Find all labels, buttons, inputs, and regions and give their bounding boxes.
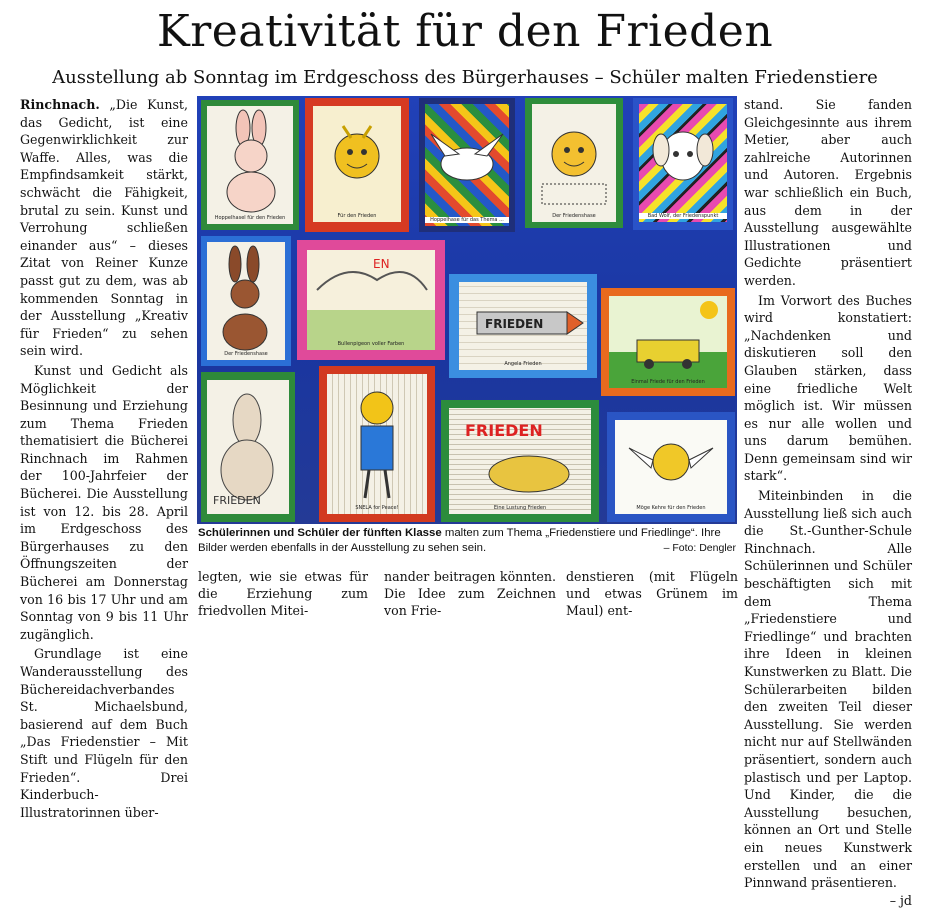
photo-student-artworks <box>197 96 737 524</box>
photo-credit: – Foto: Dengler <box>663 542 736 554</box>
frieden-dog-drawing <box>449 408 591 514</box>
artwork-label: Angela Frieden <box>504 361 542 367</box>
text-column-5 <box>744 96 912 909</box>
artwork-label: SNELA for Peace! <box>355 505 399 511</box>
svg-text:FRIEDEN: FRIEDEN <box>213 494 261 507</box>
caption-text: malten zum Thema „Friedenstiere und Friedlinge“. Ihre Bilder werden ebenfalls in der Ausstellung zu sehen sein. <box>198 527 721 554</box>
dove-drawing <box>425 104 509 226</box>
bunny-drawing <box>207 106 293 224</box>
paragraph-text: Miteinbinden in die Ausstellung ließ sich auch die St.-Gunther-Schule Rinchnach. Alle Schülerinnen und Schüler beschäftigten sich mit dem Thema „Friedenstiere und Friedlinge“ und brachten ihre Ideen in kleinen Kunstwerken zu Blatt. Die Schülerarbeiten bilden den zweiten Teil dieser Ausstellung. Sie werden nicht nur auf Stellwänden präsentiert, sondern auch plastisch und per Laptop. Und Kinder, die die Ausstellung besuchen, können an Ort und Stelle ein neues Kunstwerk erstellen und an einer Pinnwand präsentieren. <box>744 488 912 891</box>
artwork-panel-navy <box>419 98 515 232</box>
svg-text:EN: EN <box>373 257 390 271</box>
paragraph <box>744 487 912 908</box>
artwork-label: Für den Frieden <box>337 213 377 219</box>
artwork-label: Hoppelhasel für den Frieden <box>214 215 286 221</box>
author-initials: – jd <box>889 892 912 908</box>
text-column-1 <box>20 96 188 821</box>
sun-face-drawing <box>313 106 401 222</box>
artwork-label: Bad Wolf, der Friedenspunkt <box>639 213 727 219</box>
paragraph: Grundlage ist eine Wanderausstellung des Büchereidachverbandes St. Michaelsbund, basierend auf dem Buch „Das Friedenstier – Mit Stift und Flügeln für den Frieden“. Drei Kinderbuch-Illustratorinnen über- <box>20 646 188 820</box>
artwork-panel-red <box>319 366 435 522</box>
subheadline: Ausstellung ab Sonntag im Erdgeschoss des Bürgerhauses – Schüler malten Friedenstiere <box>52 67 878 88</box>
artwork-panel-red <box>305 98 409 232</box>
landscape-drawing <box>307 250 435 350</box>
photo-caption <box>198 526 736 556</box>
artwork-panel-green <box>201 100 299 230</box>
paragraph: Kunst und Gedicht als Möglichkeit der Besinnung und Erziehung zum Thema Frieden thematisiert die Bücherei Rinchnach im Rahmen der 100-Jahrfeier der Bücherei. Die Ausstellung ist von 12. bis 28. April im Erdgeschoss des Bürgerhauses zu den Öffnungszeiten der Bücherei am Donnerstag von 16 bis 17 Uhr und am Sonntag von 9 bis 11 Uhr zugänglich. <box>20 362 188 642</box>
paragraph: stand. Sie fanden Gleichgesinnte aus ihrem Metier, aber auch zahlreiche Autorinnen und Autoren. Ergebnis war schließlich ein Buch, aus dem in der Ausstellung ausgewählte Illustrationen und Gedichte präsentiert werden. <box>744 97 912 288</box>
artwork-label: Eine Lustung Frieden <box>493 505 547 511</box>
artwork-panel-pink <box>297 240 445 360</box>
artwork-panel-green <box>441 400 599 522</box>
yellow-figure-drawing <box>327 374 427 514</box>
dateline: Rinchnach. <box>20 97 100 112</box>
artwork-label: Der Friedenshase <box>552 213 596 219</box>
artwork-panel-blue <box>633 98 733 230</box>
paragraph-intro <box>20 96 188 360</box>
text-column-4: denstieren (mit Flügeln und etwas Grünem im Maul) ent- <box>566 569 738 618</box>
text-column-3: nander beitragen könnten. Die Idee zum Zeichnen von Frie- <box>384 569 556 618</box>
artwork-label: Einmal Friede für den Frieden <box>631 379 705 385</box>
artwork-label: Hoppelhase für das Thema ... <box>425 217 509 223</box>
bus-landscape-drawing <box>609 296 727 388</box>
artwork-panel-blue <box>201 236 291 366</box>
artwork-label: Möge Kehre für den Frieden <box>636 505 706 511</box>
artwork-panel-blue <box>607 412 735 522</box>
paragraph-text: „Die Kunst, das Gedicht, ist eine Gegenwirklichkeit zur Waffe. Alles, was die Empfindsamkeit stärkt, schwächt die Fähigkeit, brutal zu sein. Kunst und Verrohung schließen einander aus“ – dieses Zitat von Reiner Kunze passt gut zu dem, was ab kommenden Sonntag in der Ausstellung „Kreativ für Frieden“ zu sehen sein wird. <box>20 97 188 359</box>
paragraph: Im Vorwort des Buches wird konstatiert: „Nachdenken und diskutieren soll den Glauben stärken, dass eine friedliche Welt möglich ist. Wir müssen es nur alle wollen und uns darum bemühen. Denn gemeinsam sind wir stark“. <box>744 292 912 484</box>
frieden-fish-drawing <box>459 282 587 370</box>
frieden-text: FRIEDEN <box>465 421 543 440</box>
hare-pencil-drawing <box>207 380 289 514</box>
artwork-label: Bullenpigeon voller Farben <box>337 341 405 347</box>
artwork-label: Der Friedenshase <box>224 351 268 357</box>
puppy-drawing <box>639 104 727 222</box>
text-column-2: legten, wie sie etwas für die Erziehung zum friedvollen Mitei- <box>198 569 368 618</box>
artwork-panel-lightblue <box>449 274 597 378</box>
headline: Kreativität für den Frieden <box>156 6 774 57</box>
frieden-text: FRIEDEN <box>485 317 544 331</box>
brown-bunny-drawing <box>207 242 285 360</box>
smiley-drawing <box>532 104 616 222</box>
caption-bold: Schülerinnen und Schüler der fünften Klasse <box>198 527 442 539</box>
artwork-panel-green <box>525 98 623 228</box>
bird-drawing <box>615 420 727 514</box>
artwork-panel-green <box>201 372 295 522</box>
artwork-panel-orange <box>601 288 735 396</box>
